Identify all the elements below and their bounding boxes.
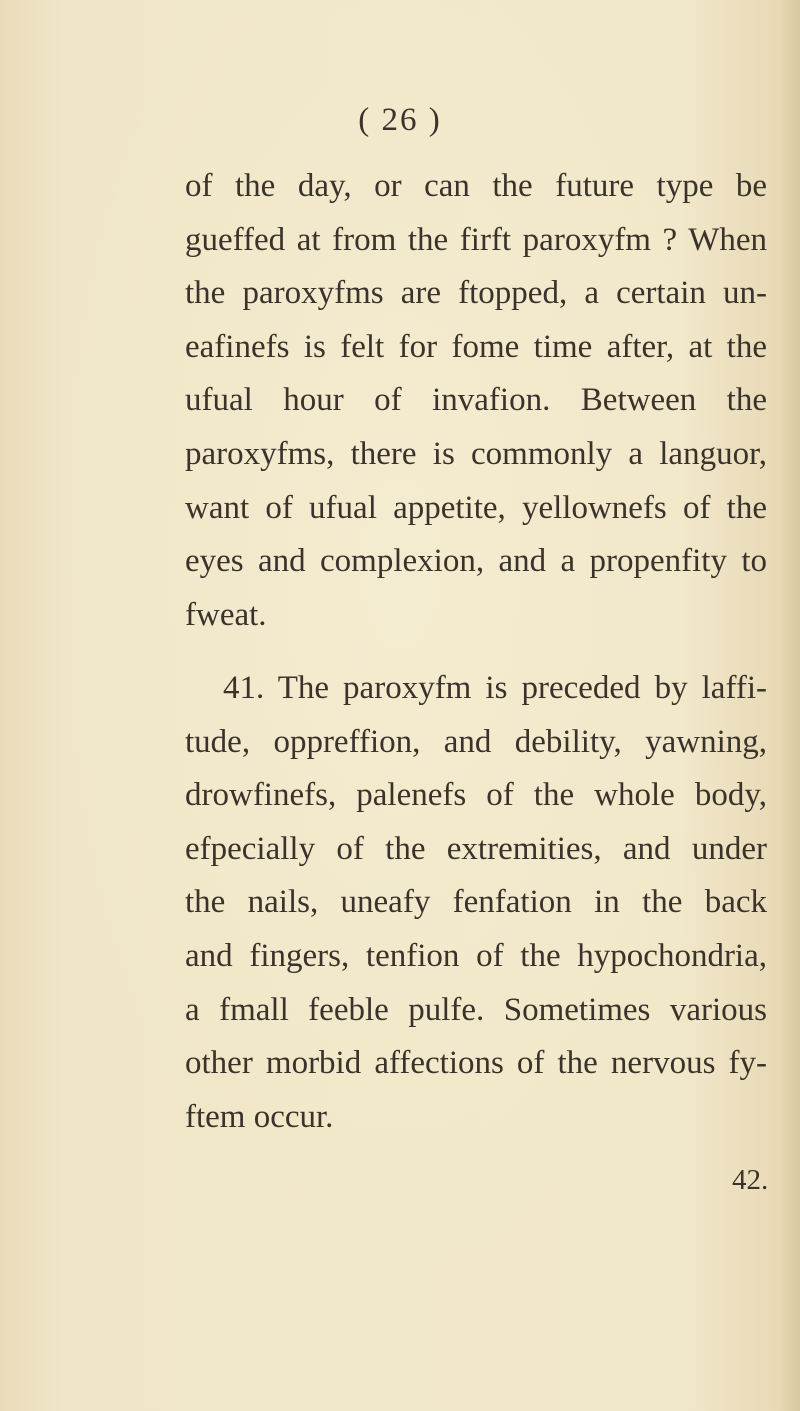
paragraph-1	[185, 160, 767, 642]
page-number-header: ( 26 )	[358, 102, 442, 138]
text-line: 41. The paroxyfm is preceded by laffi-	[223, 670, 767, 706]
text-line: efpecially of the extremities, and under	[185, 830, 767, 867]
text-line: paroxyfms, there is commonly a languor,	[185, 435, 767, 472]
text-line: ftem occur.	[185, 1098, 334, 1135]
text-line: want of ufual appetite, yellownefs of the	[185, 489, 767, 526]
text-line: the paroxyfms are ftopped, a certain un-	[185, 275, 767, 312]
text-line: fweat.	[185, 596, 267, 633]
text-line: a fmall feeble pulfe. Sometimes various	[185, 991, 767, 1028]
text-line: gueffed at from the firft paroxyfm ? When	[185, 221, 767, 258]
text-line: the nails, uneafy fenfation in the back	[185, 884, 767, 921]
text-line: eyes and complexion, and a propenfity to	[185, 543, 767, 580]
text-line: of the day, or can the future type be	[185, 168, 767, 204]
text-line: eafinefs is felt for fome time after, at the	[185, 328, 767, 365]
text-line: and fingers, tenfion of the hypochondria,	[185, 937, 767, 974]
catchword: 42.	[732, 1164, 769, 1196]
text-line: drowfinefs, palenefs of the whole body,	[185, 777, 767, 814]
paragraph-2	[185, 662, 767, 1144]
text-line: other morbid affections of the nervous fy-	[185, 1045, 767, 1082]
text-line: ufual hour of invafion. Between the	[185, 382, 767, 419]
page-edge-shadow	[778, 0, 800, 1411]
text-line: tude, oppreffion, and debility, yawning,	[185, 723, 767, 760]
